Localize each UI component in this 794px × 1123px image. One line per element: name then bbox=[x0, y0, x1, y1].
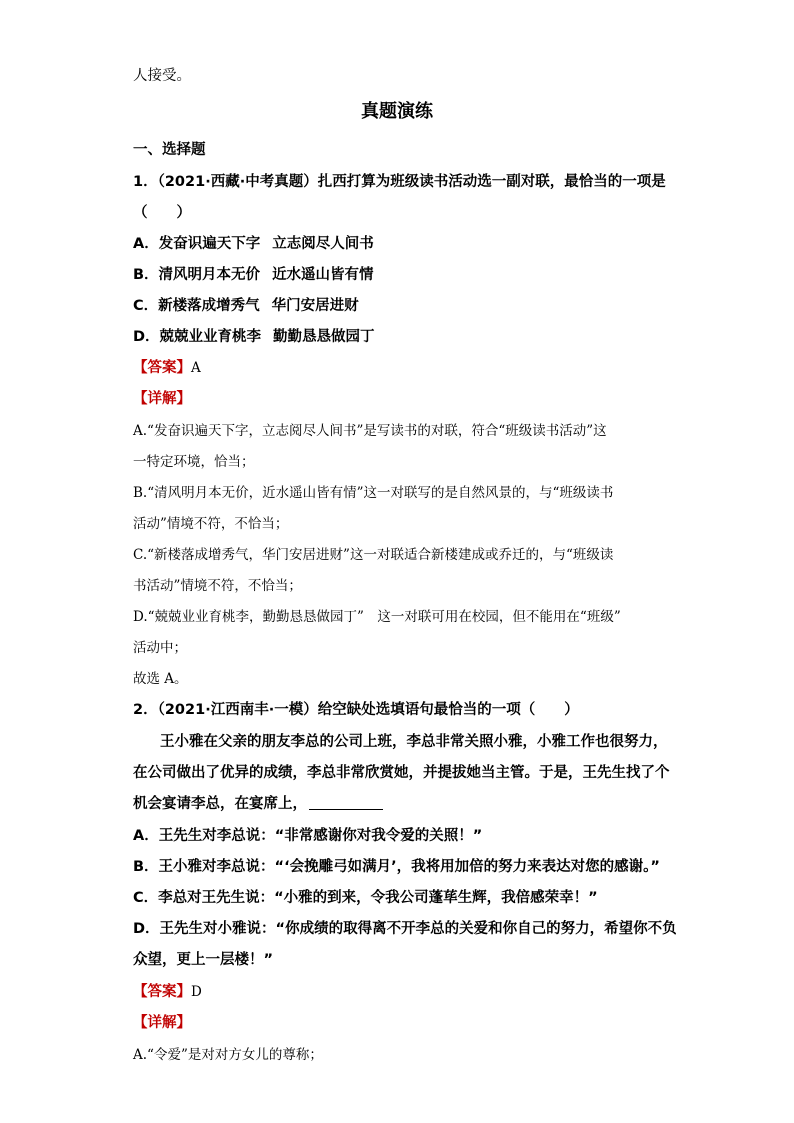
q1-answer bbox=[133, 358, 201, 378]
q1-option-a-part1: A．发奋识遍天下字 bbox=[133, 236, 261, 252]
q1-explanation-line: 故选 A。 bbox=[133, 671, 188, 687]
q2-passage-line: 在公司做出了优异的成绩，李总非常欣赏她，并提拔她当主管。于是，王先生找了个 bbox=[133, 765, 670, 781]
q1-option-d-part1: D．兢兢业业育桃李 bbox=[133, 329, 262, 345]
q2-option-b: B．王小雅对李总说：“‘会挽雕弓如满月’，我将用加倍的努力来表达对您的感谢。” bbox=[133, 859, 660, 875]
q2-passage-line: 机会宴请李总，在宴席上， bbox=[133, 796, 307, 812]
q1-explanation-line: 书活动”情境不符，不恰当； bbox=[133, 578, 302, 594]
q1-detail-label: 【详解】 bbox=[133, 391, 191, 407]
q1-explanation-line: 活动中； bbox=[133, 640, 187, 656]
section-title: 真题演练 bbox=[361, 101, 433, 122]
q2-answer-value: D bbox=[191, 984, 202, 1000]
q1-answer-value: A bbox=[191, 360, 201, 376]
fill-blank bbox=[309, 795, 383, 810]
q1-explanation-line: D.“兢兢业业育桃李，勤勤恳恳做园丁” 这一对联可用在校园，但不能用在“班级” bbox=[133, 609, 621, 625]
q1-option-a bbox=[133, 234, 374, 254]
q1-explanation-line: 一特定环境，恰当； bbox=[133, 454, 255, 470]
q1-detail bbox=[133, 389, 191, 409]
q2-explanation-line: A.“令爱”是对对方女儿的尊称； bbox=[133, 1047, 323, 1063]
q2-passage-line: 王小雅在父亲的朋友李总的公司上班，李总非常关照小雅，小雅工作也很努力， bbox=[160, 734, 668, 750]
q1-explanation-line: C.“新楼落成增秀气，华门安居进财”这一对联适合新楼建成或乔迁的，与“班级读 bbox=[133, 547, 614, 563]
q1-option-d bbox=[133, 327, 375, 347]
q2-option-d: D．王先生对小雅说：“你成绩的取得离不开李总的关爱和你自己的努力，希望你不负 bbox=[133, 921, 677, 937]
q2-option-c: C．李总对王先生说：“小雅的到来，令我公司蓬荜生辉，我倍感荣幸！” bbox=[133, 890, 598, 906]
q1-answer-label: 【答案】 bbox=[133, 360, 191, 376]
q1-option-b-part2: 近水遥山皆有情 bbox=[272, 267, 374, 283]
q1-option-c-part1: C．新楼落成增秀气 bbox=[133, 298, 260, 314]
q2-stem: 2．（2021·江西南丰·一模）给空缺处选填语句最恰当的一项（ ） bbox=[133, 702, 579, 718]
q1-stem-line1: 1．（2021·西藏·中考真题）扎西打算为班级读书活动选一副对联，最恰当的一项是 bbox=[133, 174, 666, 190]
q2-passage-line-blank bbox=[133, 794, 383, 814]
q2-answer bbox=[133, 982, 202, 1002]
q1-option-a-part2: 立志阅尽人间书 bbox=[272, 236, 374, 252]
q1-stem-line2: （ ） bbox=[133, 205, 191, 221]
q1-option-c-part2: 华门安居进财 bbox=[271, 298, 359, 314]
q2-detail bbox=[133, 1013, 191, 1033]
q1-explanation-line: A.“发奋识遍天下字，立志阅尽人间书”是写读书的对联，符合“班级读书活动”这 bbox=[133, 423, 607, 439]
section-label: 一、选择题 bbox=[133, 142, 206, 158]
q2-option-a: A．王先生对李总说：“非常感谢你对我令爱的关照！” bbox=[133, 828, 483, 844]
q1-explanation-line: 活动”情境不符，不恰当； bbox=[133, 516, 289, 532]
q1-option-b bbox=[133, 265, 374, 285]
continuation-text: 人接受。 bbox=[133, 68, 191, 84]
q1-option-b-part1: B．清风明月本无价 bbox=[133, 267, 261, 283]
q2-option-d-cont: 众望，更上一层楼！” bbox=[133, 952, 274, 968]
q2-answer-label: 【答案】 bbox=[133, 984, 191, 1000]
q1-option-d-part2: 勤勤恳恳做园丁 bbox=[273, 329, 375, 345]
q1-option-c bbox=[133, 296, 359, 316]
q1-explanation-line: B.“清风明月本无价，近水遥山皆有情”这一对联写的是自然风景的，与“班级读书 bbox=[133, 485, 614, 501]
q2-detail-label: 【详解】 bbox=[133, 1015, 191, 1031]
